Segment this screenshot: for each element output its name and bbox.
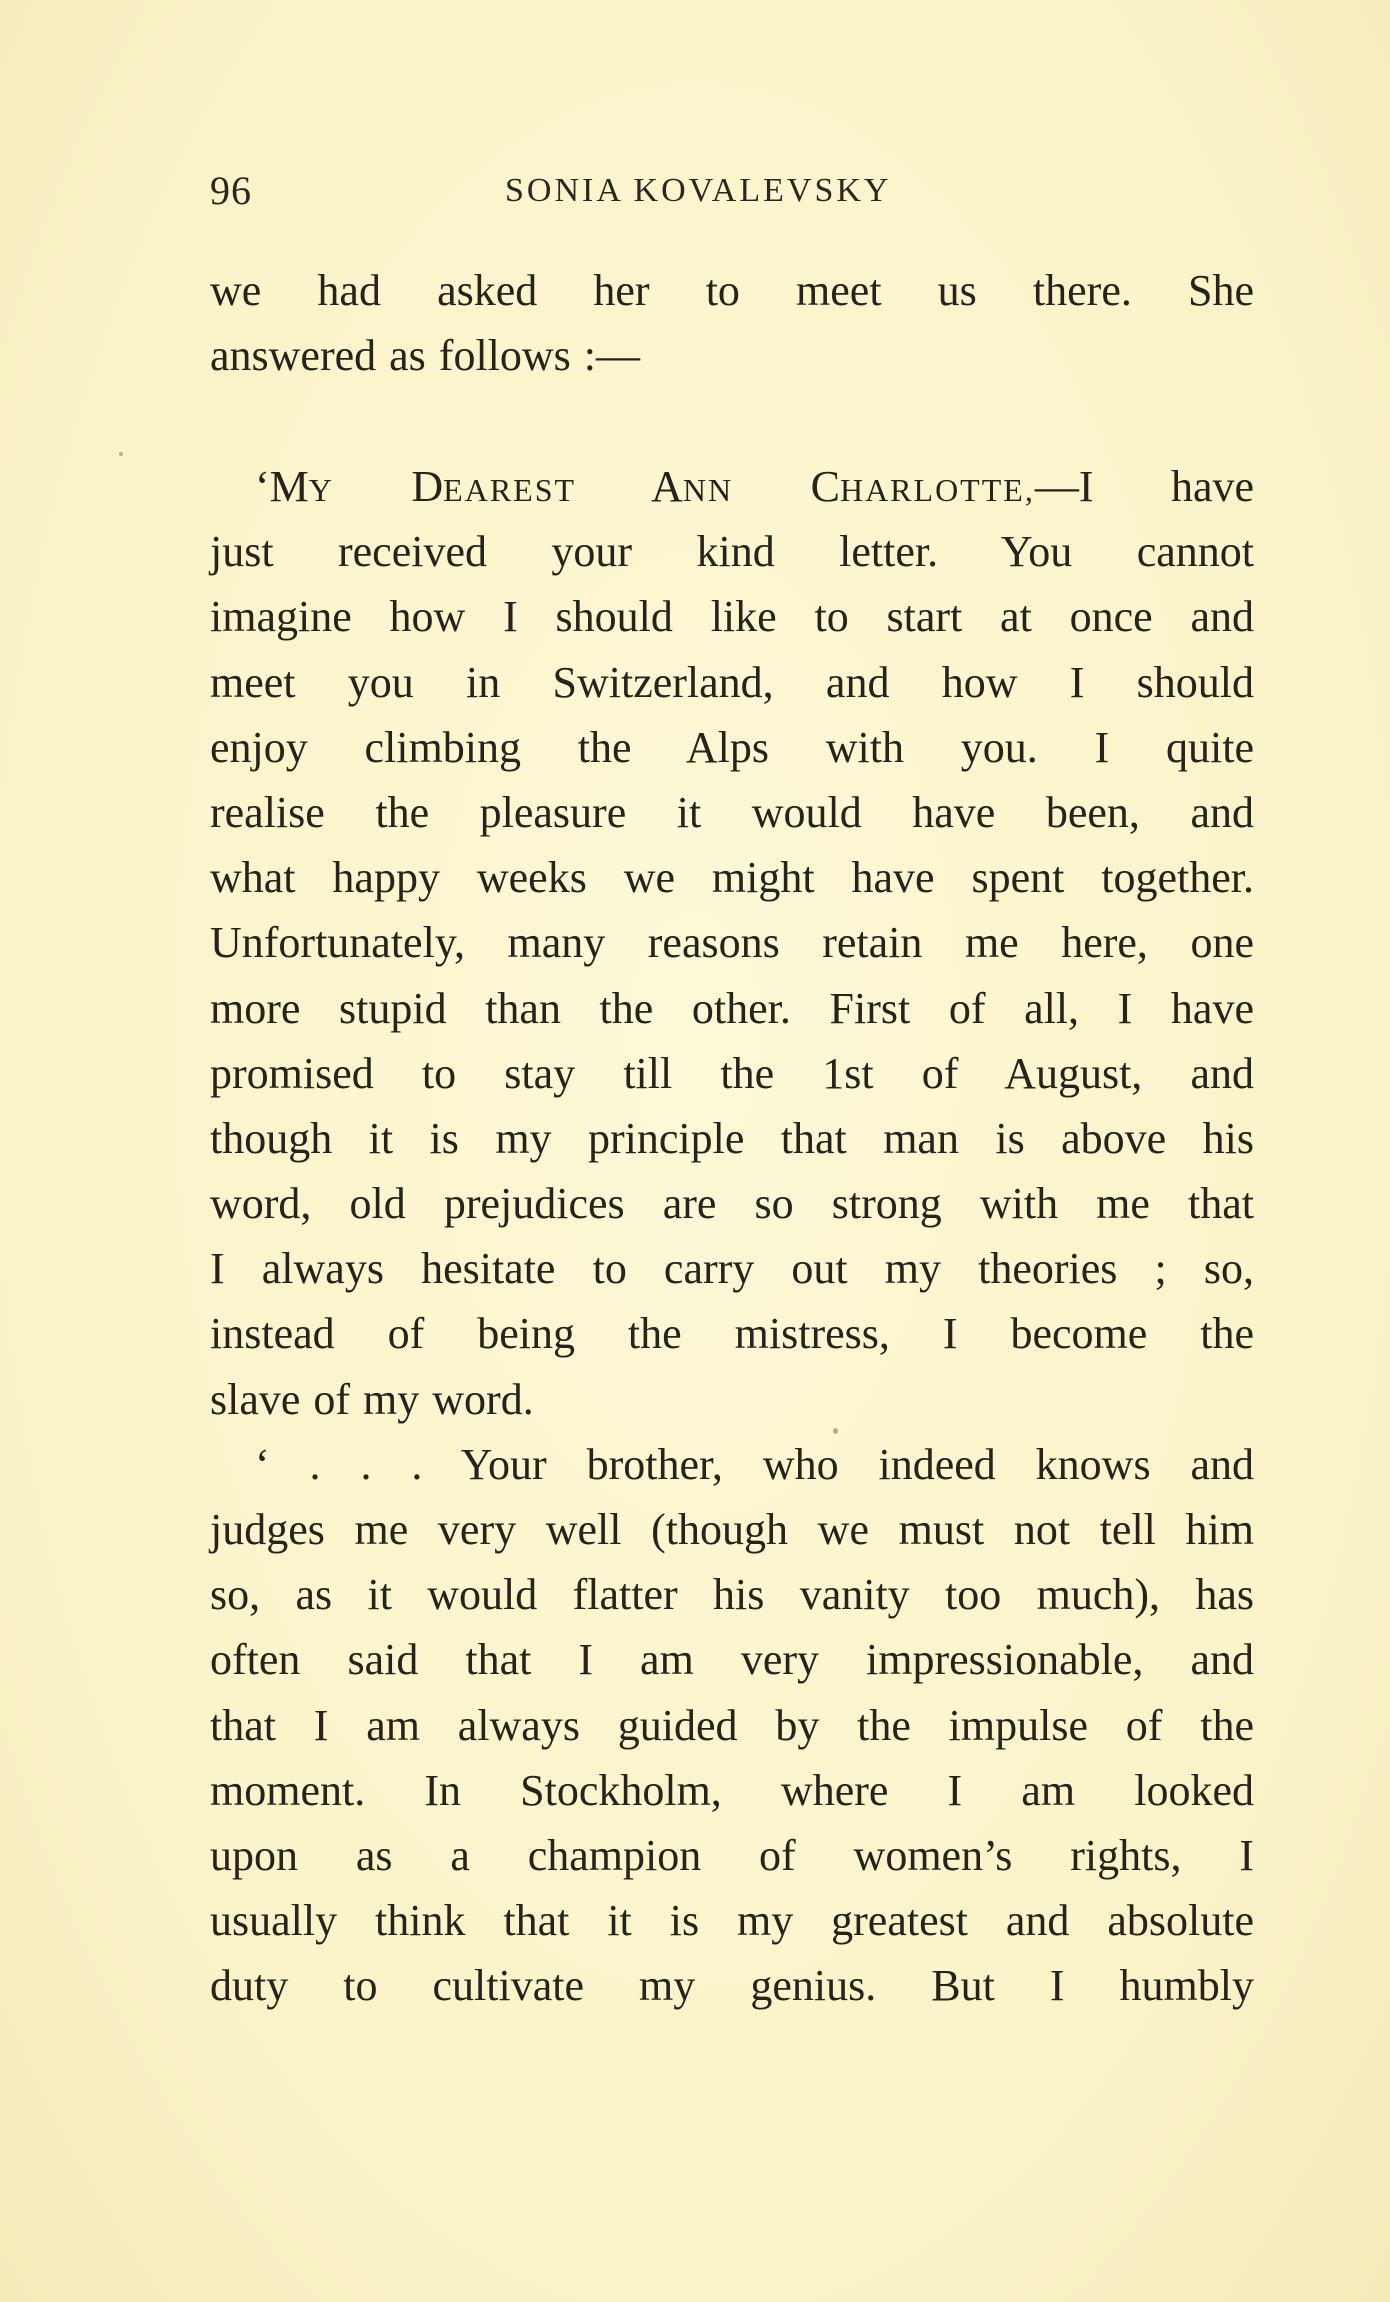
text-line: ‘ . . . Your brother, who indeed knows and [255, 1439, 1254, 1489]
text-line: though it is my principle that man is above his [210, 1113, 1254, 1163]
salutation-charlotte-initial: C [810, 462, 840, 511]
text-line: Unfortunately, many reasons retain me here, one [210, 918, 1254, 968]
text-line: imagine how I should like to start at once and [210, 592, 1254, 642]
text-line: promised to stay till the 1st of August, and [210, 1048, 1254, 1098]
text-line: so, as it would flatter his vanity too much), has [210, 1570, 1254, 1620]
open-quote: ‘ [255, 462, 270, 511]
text-line: we had asked her to meet us there. She [210, 266, 1254, 315]
text-line: usually think that it is my greatest and absolute [210, 1896, 1254, 1946]
text-line: answered as follows :— [210, 331, 641, 381]
text-line: moment. In Stockholm, where I am looked [210, 1765, 1254, 1815]
salutation-tail: —I have [1034, 462, 1255, 511]
text-line: enjoy climbing the Alps with you. I quite [210, 722, 1254, 772]
text-line: that I am always guided by the impulse of the [210, 1700, 1254, 1750]
text-line: what happy weeks we might have spent together. [210, 853, 1254, 903]
intro-paragraph [210, 258, 1254, 388]
salutation-charlotte-rest: HARLOTTE, [839, 472, 1035, 508]
text-line: more stupid than the other. First of all, I have [210, 983, 1254, 1033]
running-title: SONIA KOVALEVSKY [505, 172, 892, 209]
text-line: realise the pleasure it would have been, and [210, 787, 1254, 837]
salutation-line [210, 454, 1254, 519]
letter-paragraph [210, 454, 1254, 2019]
salutation-my-rest: Y [308, 472, 334, 508]
text-line: I always hesitate to carry out my theories ; so, [210, 1244, 1254, 1294]
page-number: 96 [210, 168, 252, 213]
text-line: duty to cultivate my genius. But I humbly [210, 1961, 1254, 2011]
text-line: slave of my word. [210, 1374, 534, 1424]
salutation-dearest-rest: EAREST [443, 472, 577, 508]
text-line: instead of being the mistress, I become the [210, 1309, 1254, 1359]
salutation-ann-initial: A [651, 462, 683, 511]
text-line: upon as a champion of women’s rights, I [210, 1830, 1254, 1880]
text-line: judges me very well (though we must not tell him [210, 1505, 1254, 1554]
text-line: just received your kind letter. You cannot [210, 527, 1254, 577]
running-head [210, 168, 1254, 214]
text-line: often said that I am very impressionable, and [210, 1635, 1254, 1685]
text-line: meet you in Switzerland, and how I should [210, 657, 1254, 707]
text-line: word, old prejudices are so strong with me that [210, 1179, 1254, 1229]
salutation-dearest-initial: D [411, 462, 444, 511]
salutation-my-initial: M [269, 462, 309, 511]
salutation-ann-rest: NN [682, 472, 734, 508]
paper-speck [119, 452, 123, 456]
paper-speck [833, 1428, 838, 1434]
